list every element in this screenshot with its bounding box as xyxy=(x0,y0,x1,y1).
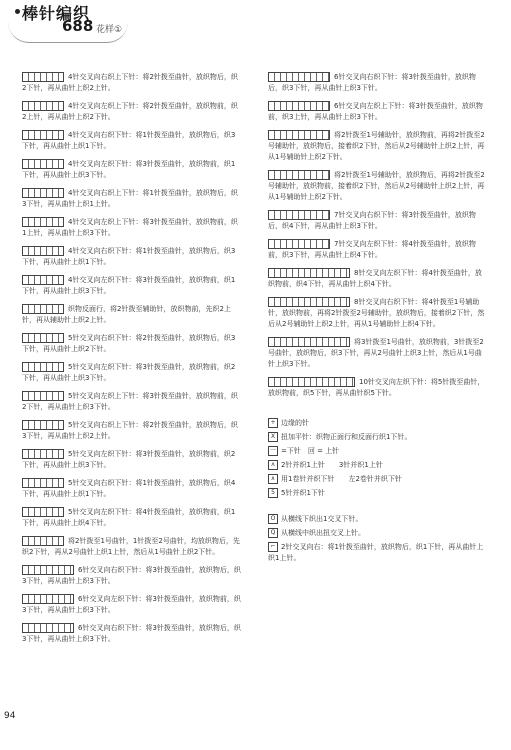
stitch-entry xyxy=(22,362,242,384)
stitch-description: 5针交叉向右织下针：将2针拨至曲针，放织物后，织3下针，再从曲针上织2下针。 xyxy=(22,334,236,353)
bullet-dot-icon xyxy=(15,9,20,14)
stitch-description: 10针交叉向左织下针：将5针拨至曲针，放织物前，织5下针，再从曲针织5下针。 xyxy=(268,378,485,397)
stitch-description: 将3针拨至1号曲针，放织物前，3针拨至2号曲针，放织物后，织3下针，再从2号曲针上织3上针，然后从1号曲针上织3下针。 xyxy=(268,338,484,368)
stitch-symbol-icon xyxy=(22,333,64,343)
stitch-description: 6针交叉向右织下针：将3针拨至曲针，放织物后，织3下针，再从曲针上织3下针。 xyxy=(22,624,241,643)
stitch-symbol-icon xyxy=(268,130,330,140)
stitch-entry xyxy=(268,239,488,261)
stitch-entry xyxy=(268,101,488,123)
logo-title: 棒针编织 xyxy=(22,4,91,23)
stitch-symbol-icon xyxy=(22,188,64,198)
stitch-symbol-icon xyxy=(22,217,64,227)
stitch-description: 4针交叉向右织上下针：将1针拨至曲针，放织物后，织3下针，再从曲针上织1上针。 xyxy=(22,189,238,208)
legend-item xyxy=(268,514,488,525)
stitch-entry xyxy=(22,130,242,152)
stitch-symbol-icon xyxy=(268,101,330,111)
stitch-symbol-icon xyxy=(268,268,350,278)
legend-text: 用1卷针并织下针 左2卷针并织下针 xyxy=(281,475,402,483)
stitch-entry xyxy=(268,170,488,203)
page-number: 94 xyxy=(4,711,16,721)
stitch-description: 7针交叉向左织下针：将4针拨至曲针，放织物前，织3下针，再从曲针上织4下针。 xyxy=(268,240,476,259)
spacer xyxy=(268,406,488,418)
legend-symbol-icon: 一 xyxy=(269,447,276,454)
stitch-entry xyxy=(22,217,242,239)
stitch-symbol-icon xyxy=(22,246,64,256)
stitch-entry xyxy=(22,391,242,413)
stitch-entry xyxy=(22,478,242,500)
legend-symbol-icon: Q xyxy=(268,528,278,538)
stitch-description: 4针交叉向左织上下针：将2针拨至曲针，放织物前，织2上针，再从曲针上织2下针。 xyxy=(22,102,238,121)
stitch-description: 织物反面行，将2针拨至辅助针，放织物前，先织2上针，再从辅助针上织2上针。 xyxy=(22,305,231,324)
stitch-symbol-icon xyxy=(22,275,64,285)
stitch-description: 将2针拨至1号辅助针，放织物前，再将2针拨至2号辅助针，放织物后，接着织2下针，然后从2号辅助针上织2上针，再从1号辅助针上织2下针。 xyxy=(268,131,485,161)
stitch-symbol-icon xyxy=(22,565,74,575)
page-header xyxy=(0,0,511,48)
legend-item xyxy=(268,432,488,443)
stitch-description: 4针交叉向左织上下针：将3针拨至曲针，放织物前，织1上针，再从曲针上织3下针。 xyxy=(22,218,238,237)
legend-text: 从横线下织出1交叉下针。 xyxy=(281,515,363,523)
swirl-decoration xyxy=(8,22,128,43)
stitch-entry xyxy=(22,101,242,123)
stitch-entry xyxy=(22,565,242,587)
legend-item xyxy=(268,528,488,539)
left-column xyxy=(22,72,242,652)
stitch-description: 8针交叉向左织下针：将4针拨至曲针，放织物前，织4下针，再从曲针上织4下针。 xyxy=(268,269,482,288)
stitch-description: 5针交叉向左织下针：将3针拨至曲针，放织物前，织2下针，再从曲针上织3下针。 xyxy=(22,450,236,469)
stitch-symbol-icon xyxy=(22,72,64,82)
stitch-symbol-icon xyxy=(22,304,64,314)
stitch-entry xyxy=(268,297,488,330)
legend-item xyxy=(268,542,488,564)
stitch-entry xyxy=(268,337,488,370)
stitch-symbol-icon xyxy=(22,478,64,488)
stitch-entry xyxy=(22,159,242,181)
stitch-entry xyxy=(22,623,242,645)
stitch-entry xyxy=(22,594,242,616)
legend-symbol-icon: + xyxy=(268,418,278,428)
stitch-entry xyxy=(22,72,242,94)
stitch-symbol-icon xyxy=(22,420,64,430)
stitch-symbol-icon xyxy=(22,449,64,459)
stitch-entry xyxy=(268,72,488,94)
stitch-entry xyxy=(22,246,242,268)
stitch-symbol-icon xyxy=(22,536,64,546)
stitch-symbol-icon xyxy=(268,337,350,347)
stitch-entry xyxy=(268,210,488,232)
stitch-description: 5针交叉向右织下针：将1针拨至曲针，放织物后，织4下针，再从曲针上织1下针。 xyxy=(22,479,236,498)
stitch-symbol-icon xyxy=(22,101,64,111)
stitch-description: 6针交叉向左织上下针：将3针拨至曲针，放织物前，织3上针，再从曲针上织3下针。 xyxy=(268,102,483,121)
stitch-description: 4针交叉向右织下针：将1针拨至曲针，放织物后，织3下针，再从曲针上织1下针。 xyxy=(22,247,236,266)
stitch-description: 5针交叉向左织上下针：将3针拨至曲针，放织物前，织2下针，再从曲针上织3下针。 xyxy=(22,392,238,411)
stitch-symbol-icon xyxy=(268,377,355,387)
legend-text: 从横线中织出扭交叉上针。 xyxy=(281,529,365,537)
stitch-symbol-icon xyxy=(268,72,330,82)
stitch-description: 5针交叉向左织下针：将3针拨至曲针，放织物前，织2下针，再从曲针上织3下针。 xyxy=(22,363,236,382)
legend-item xyxy=(268,488,488,499)
legend-text: 扭加平针：织物正面行和反面行织1下针。 xyxy=(281,433,412,441)
stitch-symbol-icon xyxy=(22,391,64,401)
stitch-description: 将2针拨至1号辅助针，放织物后，再将2针拨至2号辅助针，放织物前，接着织2下针，然后从2号辅助针上织2上针，再从1号辅助针上织2下针。 xyxy=(268,171,485,201)
legend-text: 2针交叉向右：将1针拨至曲针，放织物后，织1下针，再从曲针上织1上针。 xyxy=(268,543,484,562)
legend-symbol-icon: X xyxy=(268,432,278,442)
legend-item xyxy=(268,418,488,429)
legend-text: 5针并织1下针 xyxy=(281,489,325,497)
right-column xyxy=(268,72,488,567)
legend-text: =下针 回 = 上针 xyxy=(281,447,340,455)
stitch-entry xyxy=(268,377,488,399)
stitch-symbol-icon xyxy=(22,507,64,517)
stitch-entry xyxy=(22,507,242,529)
stitch-description: 4针交叉向左织下针：将3针拨至曲针，放织物前，织1下针，再从曲针上织3下针。 xyxy=(22,276,236,295)
stitch-description: 5针交叉向右织上下针：将2针拨至曲针，放织物后，织3下针，再从曲针上织2上针。 xyxy=(22,421,238,440)
stitch-description: 4针交叉向左织下针：将3针拨至曲针，放织物前，织1下针，再从曲针上织3下针。 xyxy=(22,160,236,179)
legend-symbol-icon: ʌ xyxy=(268,460,278,470)
stitch-entry xyxy=(22,188,242,210)
stitch-symbol-icon xyxy=(268,210,330,220)
stitch-symbol-icon xyxy=(22,362,64,372)
stitch-entry xyxy=(22,420,242,442)
stitch-entry xyxy=(22,536,242,558)
stitch-symbol-icon xyxy=(22,623,74,633)
stitch-symbol-icon xyxy=(22,159,64,169)
legend-symbol-icon: 5 xyxy=(268,488,278,498)
stitch-symbol-icon xyxy=(22,594,74,604)
spacer xyxy=(268,502,488,514)
stitch-description: 7针交叉向右织下针：将3针拨至曲针，放织物后，织4下针，再从曲针上织3下针。 xyxy=(268,211,476,230)
stitch-entry xyxy=(22,275,242,297)
legend-item xyxy=(268,446,488,457)
stitch-description: 4针交叉向右织上下针：将2针拨至曲针，放织物后，织2下针，再从曲针上织2上针。 xyxy=(22,73,238,92)
stitch-symbol-icon xyxy=(268,297,350,307)
stitch-description: 6针交叉向右织下针：将3针拨至曲针，放织物后，织3下针，再从曲针上织3下针。 xyxy=(22,566,241,585)
stitch-description: 将2针拨至1号曲针，1针拨至2号曲针，均放织物后，先织2下针，再从2号曲针上织1上针，然后从1号曲针上织2下针。 xyxy=(22,537,240,556)
legend-text: 边缘的针 xyxy=(281,419,309,427)
stitch-entry xyxy=(22,304,242,326)
legend-item xyxy=(268,460,488,471)
logo-subtitle: 花样① xyxy=(96,25,123,35)
stitch-symbol-icon xyxy=(268,170,330,180)
legend-symbol-icon: ⌐ xyxy=(268,542,278,552)
stitch-description: 6针交叉向左织下针：将3针拨至曲针，放织物前，织3下针，再从曲针上织3下针。 xyxy=(22,595,241,614)
stitch-symbol-icon xyxy=(268,239,330,249)
legend-symbol-icon: O xyxy=(268,514,278,524)
stitch-description: 5针交叉向左织下针：将4针拨至曲针，放织物前，织1下针，再从曲针上织4下针。 xyxy=(22,508,236,527)
stitch-description: 8针交叉向右织下针：将4针拨至1号辅助针，放织物前，再将2针拨至2号辅助针，放织物后，接着织2下针，然后从2号辅助针上织2上针，再从1号辅助针上织4下针。 xyxy=(268,298,485,328)
stitch-entry xyxy=(22,449,242,471)
stitch-entry xyxy=(268,268,488,290)
legend-text: 2针并织1上针 3针并织1上针 xyxy=(281,461,383,469)
legend-symbol-icon: ∧ xyxy=(268,474,278,484)
stitch-entry xyxy=(268,130,488,163)
legend-item xyxy=(268,474,488,485)
stitch-description: 4针交叉向右织下针：将1针拨至曲针，放织物后，织3下针，再从曲针上织1下针。 xyxy=(22,131,236,150)
stitch-entry xyxy=(22,333,242,355)
stitch-symbol-icon xyxy=(22,130,64,140)
logo-number: 688 xyxy=(62,17,94,35)
stitch-description: 6针交叉向右织下针：将3针拨至曲针，放织物后，织3下针，再从曲针上织3下针。 xyxy=(268,73,476,92)
